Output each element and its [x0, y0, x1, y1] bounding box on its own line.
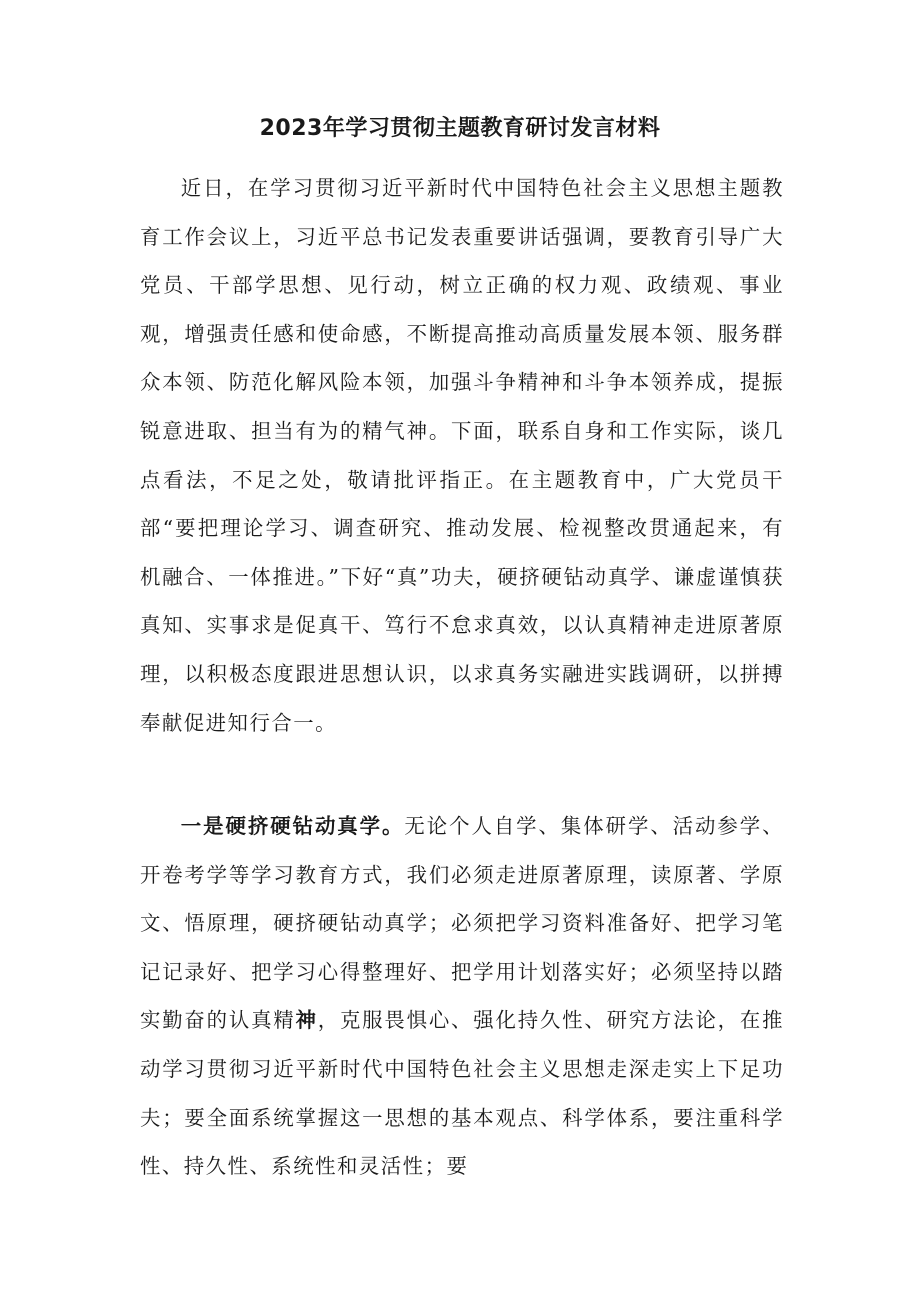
section-one-bold-char: 神	[295, 1008, 318, 1033]
section-one-lead: 一是硬挤硬钻动真学。	[180, 814, 405, 838]
intro-paragraph: 近日，在学习贯彻习近平新时代中国特色社会主义思想主题教育工作会议上，习近平总书记发表重要讲话强调，要教育引导广大党员、干部学思想、见行动，树立正确的权力观、政绩观、事业观，增强责任感和使命感，不断提高推动高质量发展本领、服务群众本领、防范化解风险本领，加强斗争精神和斗争本领养成，提振锐意进取、担当有为的精气神。下面，联系自身和工作实际，谈几点看法，不足之处，敬请批评指正。在主题教育中，广大党员干部“要把理论学习、调查研究、推动发展、检视整改贯通起来，有机融合、一体推进。”下好“真”功夫，硬挤硬钻动真学、谦虚谨慎获真知、实事求是促真干、笃行不怠求真效，以认真精神走进原著原理，以积极态度跟进思想认识，以求真务实融进实践调研，以拼搏奉献促进知行合一。	[140, 176, 784, 735]
document-title: 2023年学习贯彻主题教育研讨发言材料	[259, 116, 661, 141]
section-one-body-part2: ，克服畏惧心、强化持久性、研究方法论，在推动学习贯彻习近平新时代中国特色社会主义思想走深走实上下足功夫；要全面系统掌握这一思想的基本观点、科学体系，要注重科学性、持久性、系统性和灵活性；要	[140, 1008, 785, 1179]
section-one-body-part1: 无论个人自学、集体研学、活动参学、开卷考学等学习教育方式，我们必须走进原著原理，读原著、学原文、悟原理，硬挤硬钻动真学；必须把学习资料准备好、把学习笔记记录好、把学习心得整理好、把学用计划落实好；必须坚持以踏实勤奋的认真精	[140, 814, 785, 1033]
section-one-paragraph	[140, 802, 784, 1191]
